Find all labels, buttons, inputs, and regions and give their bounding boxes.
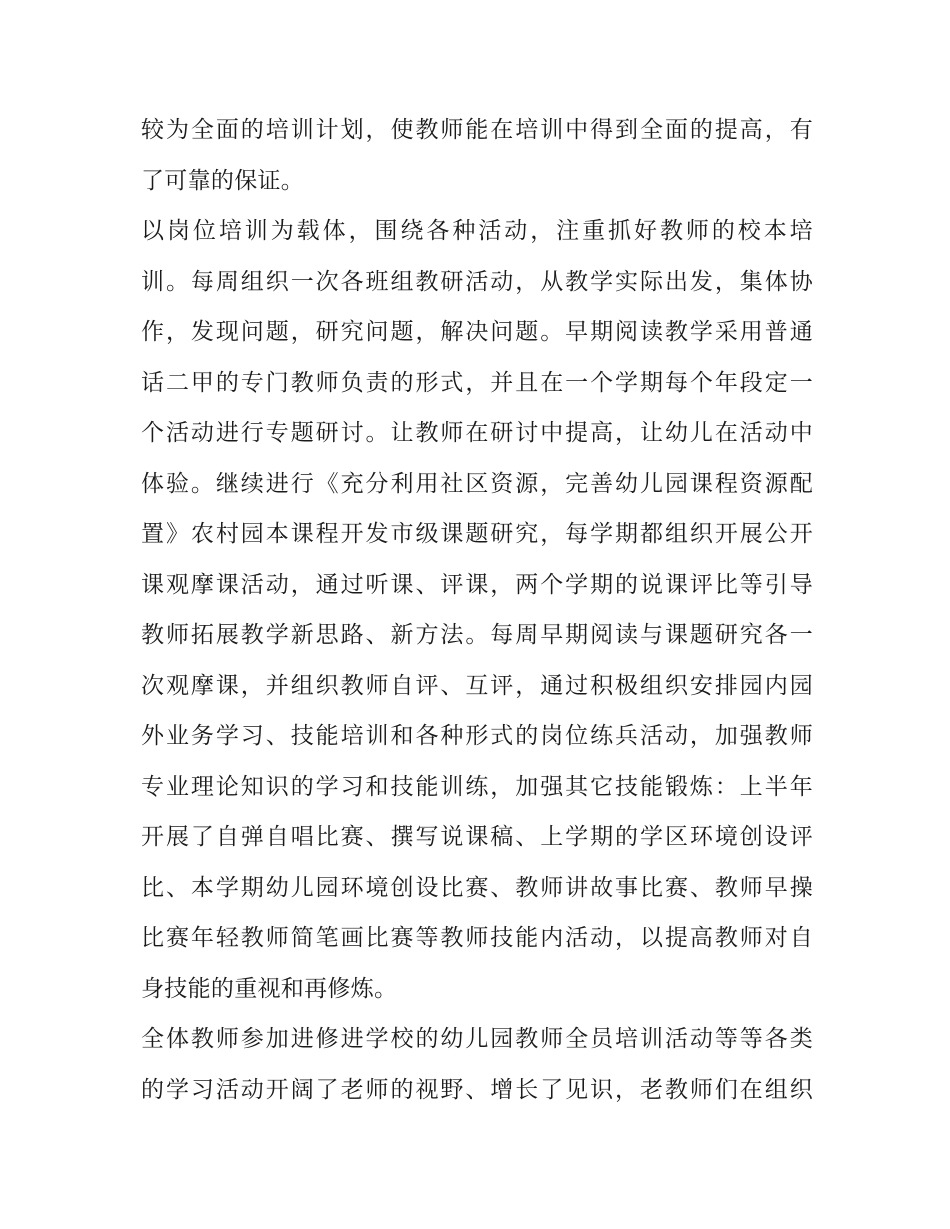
text-line: 个活动进行专题研讨。让教师在研讨中提高，让幼儿在活动中: [141, 420, 813, 446]
text-line: 比赛年轻教师简笔画比赛等教师技能内活动，以提高教师对自: [141, 925, 813, 951]
text-line: 较为全面的培训计划，使教师能在培训中得到全面的提高，有: [141, 117, 813, 143]
text-line: 以岗位培训为载体，围绕各种活动，注重抓好教师的校本培: [141, 218, 813, 244]
text-line: 话二甲的专门教师负责的形式，并且在一个学期每个年段定一: [141, 369, 813, 396]
text-line: 的学习活动开阔了老师的视野、增长了见识，老教师们在组织: [141, 1076, 813, 1103]
text-line: 课观摩课活动，通过听课、评课，两个学期的说课评比等引导: [141, 571, 813, 598]
text-line: 开展了自弹自唱比赛、撰写说课稿、上学期的学区环境创设评: [141, 824, 813, 850]
document-body: [141, 110, 813, 1120]
text-line: 教师拓展教学新思路、新方法。每周早期阅读与课题研究各一: [141, 622, 813, 648]
text-line: 专业理论知识的学习和技能训练，加强其它技能锻炼：上半年: [141, 773, 813, 800]
text-line: 外业务学习、技能培训和各种形式的岗位练兵活动，加强教师: [141, 723, 813, 749]
text-line: 了可靠的保证。: [141, 167, 305, 194]
text-line: 置》农村园本课程开发市级课题研究，每学期都组织开展公开: [141, 521, 813, 547]
text-line: 作，发现问题，研究问题，解决问题。早期阅读教学采用普通: [141, 319, 813, 345]
text-line: 身技能的重视和再修炼。: [141, 975, 398, 1002]
text-line: 次观摩课，并组织教师自评、互评，通过积极组织安排园内园: [141, 672, 813, 699]
text-line: 比、本学期幼儿园环境创设比赛、教师讲故事比赛、教师早操: [141, 874, 813, 901]
text-line: 体验。继续进行《充分利用社区资源，完善幼儿园课程资源配: [141, 470, 813, 497]
text-line: 训。每周组织一次各班组教研活动，从教学实际出发，集体协: [141, 268, 813, 295]
text-line: 全体教师参加进修进学校的幼儿园教师全员培训活动等等各类: [141, 1026, 813, 1052]
